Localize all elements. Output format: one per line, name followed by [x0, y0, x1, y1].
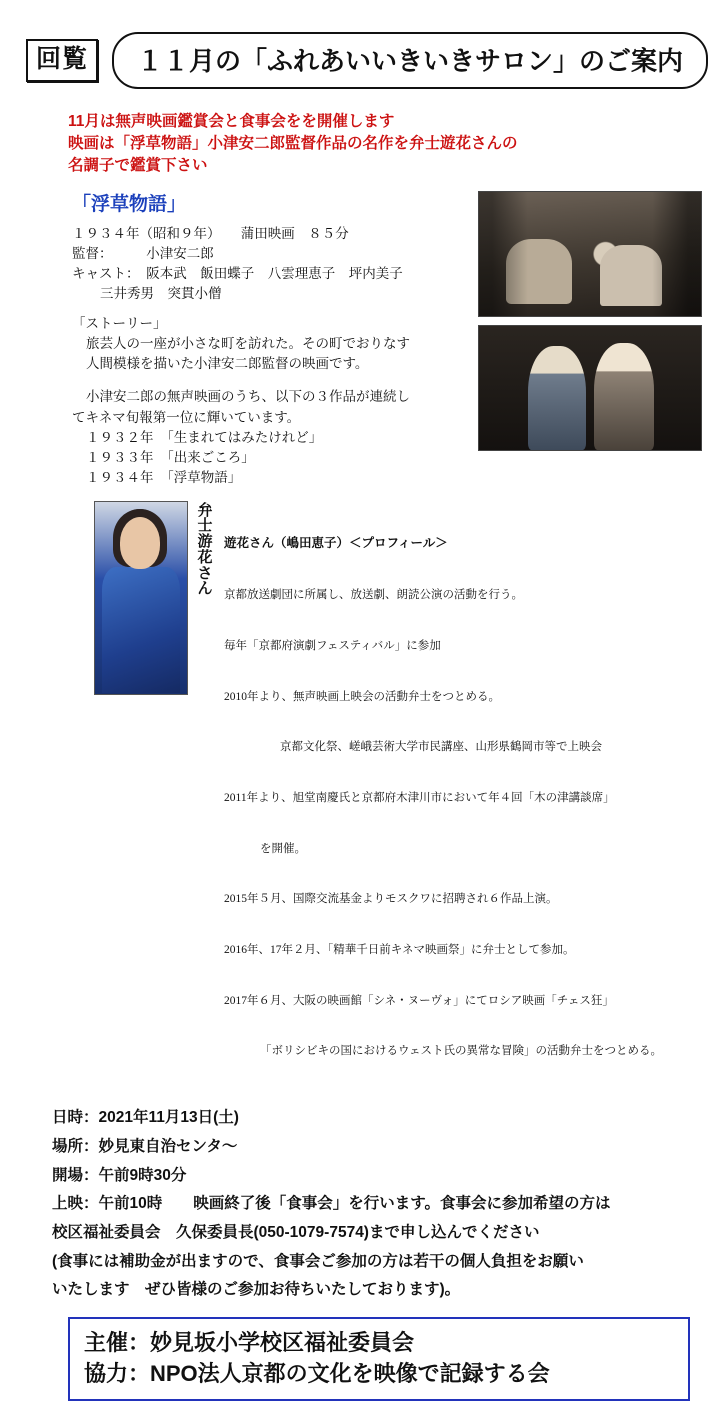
film-section: [16, 191, 708, 489]
award-3: １９３４年 「浮草物語」: [86, 470, 242, 486]
story-line-1: 旅芸人の一座が小さな町を訪れた。その町でおりなす: [86, 335, 410, 351]
benshi-line-9: 「ボリシビキの国におけるウェスト氏の異常な冒険」の活動弁士をつとめる。: [260, 1045, 663, 1058]
benshi-line-7: 2016年、17年２月、「精華千日前キネマ映画祭」に弁士として参加。: [224, 944, 575, 957]
intro-line-2: 映画は「浮草物語」小津安二郎監督作品の名作を弁士遊花さんの: [68, 135, 518, 152]
benshi-line-0: 京都放送劇団に所属し、放送劇、朗読公演の活動を行う。: [224, 589, 523, 602]
organizer-line: 主催：妙見坂小学校区福祉委員会: [84, 1329, 415, 1355]
film-title: 「浮草物語」: [72, 194, 187, 215]
award-note-2: てキネマ旬報第一位に輝いています。: [72, 409, 301, 425]
kairan-badge: 回覧: [26, 39, 98, 82]
page-title: １１月の「ふれあいいきいきサロン」のご案内: [112, 32, 708, 89]
portrait-kimono: [102, 567, 179, 694]
film-director: 監督： 小津安二郎: [72, 245, 214, 261]
award-1: １９３２年 「生まれてはみたけれど」: [86, 429, 323, 445]
award-2: １９３３年 「出来ごころ」: [86, 450, 255, 465]
event-details: [52, 1104, 708, 1305]
benshi-portrait-image: [94, 501, 188, 695]
event-open-time: 開場：午前9時30分: [52, 1166, 187, 1184]
cooperation-line: 協力：NPO法人京都の文化を映像で記録する会: [84, 1361, 550, 1387]
film-year: １９３４年（昭和９年） 蒲田映画 ８５分: [72, 225, 349, 241]
header: [26, 32, 708, 89]
benshi-heading: 遊花さん（嶋田恵子）＜プロフィール＞: [224, 536, 448, 551]
event-date: 日時：2021年11月13日(土): [52, 1109, 239, 1127]
event-screening-2: 校区福祉委員会 久保委員長(050-1079-7574)まで申し込んでください: [52, 1223, 540, 1241]
benshi-line-3: 京都文化祭、嵯峨芸術大学市民講座、山形県鶴岡市等で上映会: [280, 741, 602, 754]
benshi-line-6: 2015年５月、国際交流基金よりモスクワに招聘され６作品上演。: [224, 893, 558, 906]
story-label: 「ストーリー」: [72, 315, 167, 331]
portrait-face: [120, 517, 160, 569]
benshi-line-2: 2010年より、無声映画上映会の活動弁士をつとめる。: [224, 690, 500, 703]
benshi-profile-section: [16, 501, 708, 1095]
event-place: 場所：妙見東自治センタ～: [52, 1137, 238, 1155]
award-note-1: 小津安二郎の無声映画のうち、以下の３作品が連続し: [86, 389, 410, 405]
event-note-2: いたします ぜひ皆様のご参加お待ちいたしております)。: [52, 1281, 461, 1299]
intro-line-3: 名調子で鑑賞下さい: [68, 157, 208, 174]
film-cast-2: 三井秀男 突貫小僧: [100, 286, 222, 302]
intro-line-1: 11月は無声映画鑑賞会と食事会をを開催します: [68, 113, 395, 130]
benshi-line-4: 2011年より、旭堂南慶氏と京都府木津川市において年４回「木の津講談席」: [224, 792, 615, 805]
film-details: [72, 191, 502, 489]
event-note-1: (食事には補助金が出ますので、食事会ご参加の方は若干の個人負担をお願い: [52, 1252, 584, 1270]
story-line-2: 人間模様を描いた小津安二郎監督の映画です。: [86, 356, 369, 371]
film-cast-1: キャスト： 阪本武 飯田蝶子 八雲理恵子 坪内美子: [72, 266, 403, 281]
intro-text: [68, 111, 708, 177]
film-photos: [478, 191, 700, 459]
film-still-two-people-sitting-image: [478, 191, 702, 317]
benshi-vertical-text: 弁士游花さん: [197, 501, 213, 598]
benshi-vertical-label: [192, 503, 218, 598]
benshi-line-8: 2017年６月、大阪の映画館「シネ・ヌーヴォ」にてロシア映画「チェス狂」: [224, 994, 614, 1007]
benshi-line-5: を開催。: [260, 842, 306, 855]
organizer-box: [68, 1317, 690, 1401]
event-screening-1: 上映：午前10時 映画終了後「食事会」を行います。食事会に参加希望の方は: [52, 1195, 611, 1213]
film-still-two-women-image: [478, 325, 702, 451]
benshi-line-1: 毎年「京都府演劇フェスティバル」に参加: [224, 640, 441, 653]
benshi-profile-text: [224, 501, 708, 1095]
